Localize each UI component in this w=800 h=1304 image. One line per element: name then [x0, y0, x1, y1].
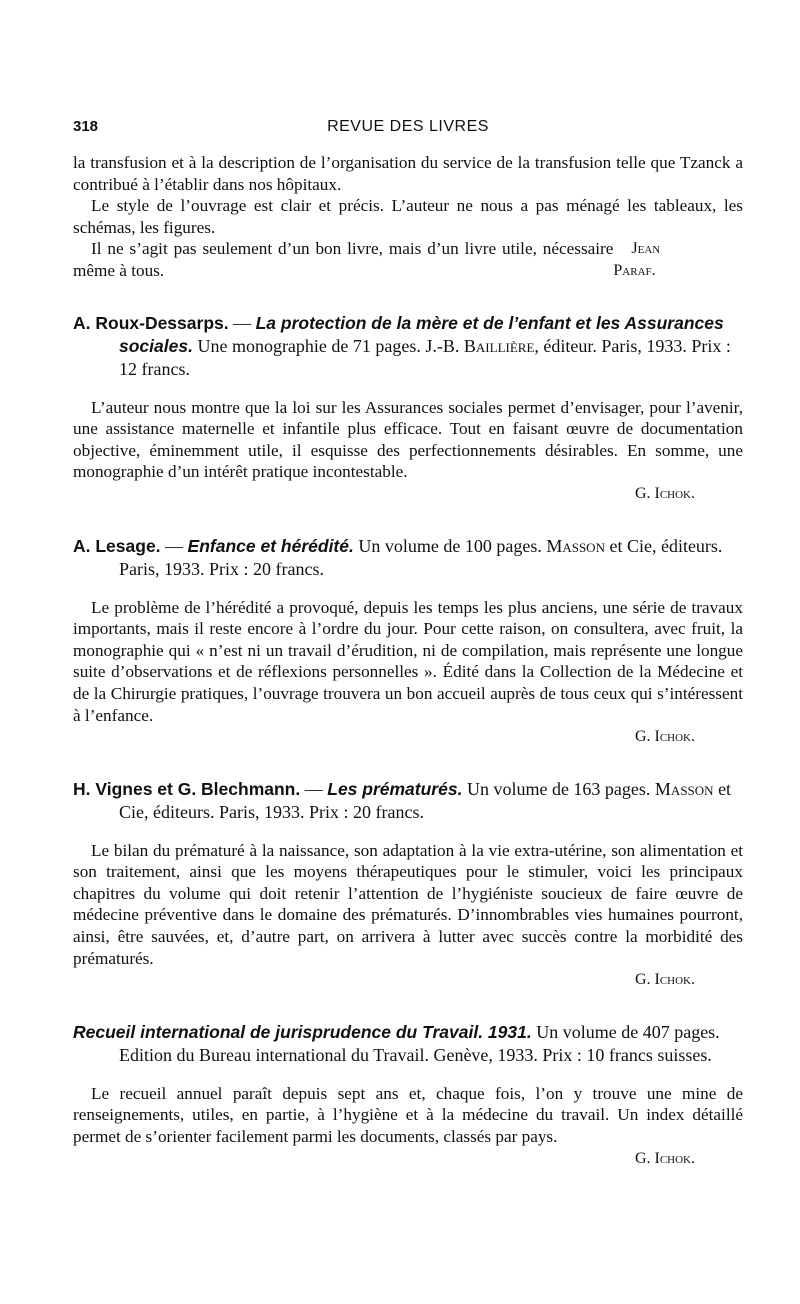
review-1-pub-b: , éditeur. Paris, 1933. Prix : 12 francs.: [119, 335, 731, 379]
review-3-author: H. Vignes et G. Blechmann.: [73, 778, 301, 799]
review-4-title: Recueil international de jurisprudence du Travail. 1931.: [73, 1021, 532, 1042]
review-1-body: L’auteur nous montre que la loi sur les Assurances sociales permet d’envisager, pour l’avenir, une assistance maternelle et infantile plus efficace. Tout en faisant œuvre de documentation objective, éminemment utile, il esquisse des perfectionnements désirables. En somme, une monographie d’un intérêt pratique incontestable.: [73, 397, 743, 482]
intro-signature: Jean Paraf.: [613, 240, 661, 279]
review-2-signature: G. Ichok.: [634, 728, 695, 746]
review-4-signature: G. Ichok.: [634, 1149, 695, 1167]
review-1-dash: —: [228, 312, 256, 333]
intro-paragraph-3: [73, 238, 743, 281]
review-1-title: La protection de la mère et de l’enfant et les Assurances sociales.: [119, 312, 724, 356]
review-3-pub-b: et Cie, éditeurs. Paris, 1933. Prix : 20 francs.: [119, 778, 732, 822]
review-4-pub-a: Un volume de 407 pages. Edition du Bureau international du Travail. Genève, 1933. Prix : 10 francs suisses.: [119, 1021, 720, 1065]
intro-paragraph-2: Le style de l’ouvrage est clair et précis. L’auteur ne nous a pas ménagé les tableaux, les schémas, les figures.: [73, 196, 743, 237]
review-2-heading: [73, 535, 743, 581]
review-2-dash: —: [160, 535, 188, 556]
review-3-title: Les prématurés.: [327, 778, 463, 799]
review-2-body: Le problème de l’hérédité a provoqué, depuis les temps les plus anciens, une série de travaux importants, mais il reste encore à l’ordre du jour. Pour cette raison, on consultera, avec fruit, la monographie qui « n’est ni un travail d’érudition, ni de compilation, mais représente une longue suite d’observations et de réflexions personnelles ». Édité dans la Collection de la Médecine et de la Chirurgie pratiques, l’ouvrage trouvera un bon accueil auprès de tous ceux qui s’intéressent à l’enfance.: [73, 597, 743, 725]
review-3-heading: [73, 778, 743, 824]
review-2-pub-b: et Cie, éditeurs. Paris, 1933. Prix : 20 francs.: [119, 535, 723, 579]
review-1-author: A. Roux-Dessarps.: [73, 312, 229, 333]
intro-text: Il ne s’agit pas seulement d’un bon livre, mais d’un livre utile, nécessaire même à tous.: [73, 239, 614, 280]
running-title: REVUE DES LIVRES: [327, 118, 489, 135]
review-1-signature: G. Ichok.: [634, 484, 695, 502]
review-3-publisher: Masson: [654, 778, 714, 799]
page-number: 318: [73, 118, 99, 135]
review-2-author: A. Lesage.: [73, 535, 161, 556]
review-4-body: Le recueil annuel paraît depuis sept ans et, chaque fois, l’on y trouve une mine de renseignements, utiles, en partie, à l’hygiène et à la médecine du travail. Un index détaillé permet de s’orienter facilement parmi les documents, classés par pays.: [73, 1083, 743, 1147]
review-2-title: Enfance et hérédité.: [187, 535, 354, 556]
review-3-pub-a: Un volume de 163 pages.: [462, 778, 655, 799]
review-2-pub-a: Un volume de 100 pages.: [353, 535, 547, 556]
review-2-publisher: Masson: [546, 535, 605, 556]
review-3-body: Le bilan du prématuré à la naissance, son adaptation à la vie extra-utérine, son alimentation et son traitement, ainsi que les moyens thérapeutiques pour le stimuler, voici les principaux chapitres du volume qui doit retenir l’attention de l’hygiéniste soucieux de faire œuvre de médecine préventive dans le domaine des prématurés. D’innombrables vies humaines pourront, ainsi, être sauvées, et, d’autre part, on arrivera à lutter avec succès contre la morbidité des prématurés.: [73, 840, 743, 968]
book-review-page: [73, 118, 743, 1169]
review-1-publisher: Baillière: [463, 335, 535, 356]
page-header: [73, 118, 743, 142]
review-1-heading: [73, 312, 743, 381]
review-3-dash: —: [300, 778, 328, 799]
review-1-pub-a: Une monographie de 71 pages. J.-B.: [192, 335, 464, 356]
intro-paragraph-1: la transfusion et à la description de l’organisation du service de la transfusion telle que Tzanck a contribué à l’établir dans nos hôpitaux.: [73, 153, 743, 194]
review-4-heading: [73, 1021, 743, 1067]
review-3-signature: G. Ichok.: [634, 971, 695, 989]
